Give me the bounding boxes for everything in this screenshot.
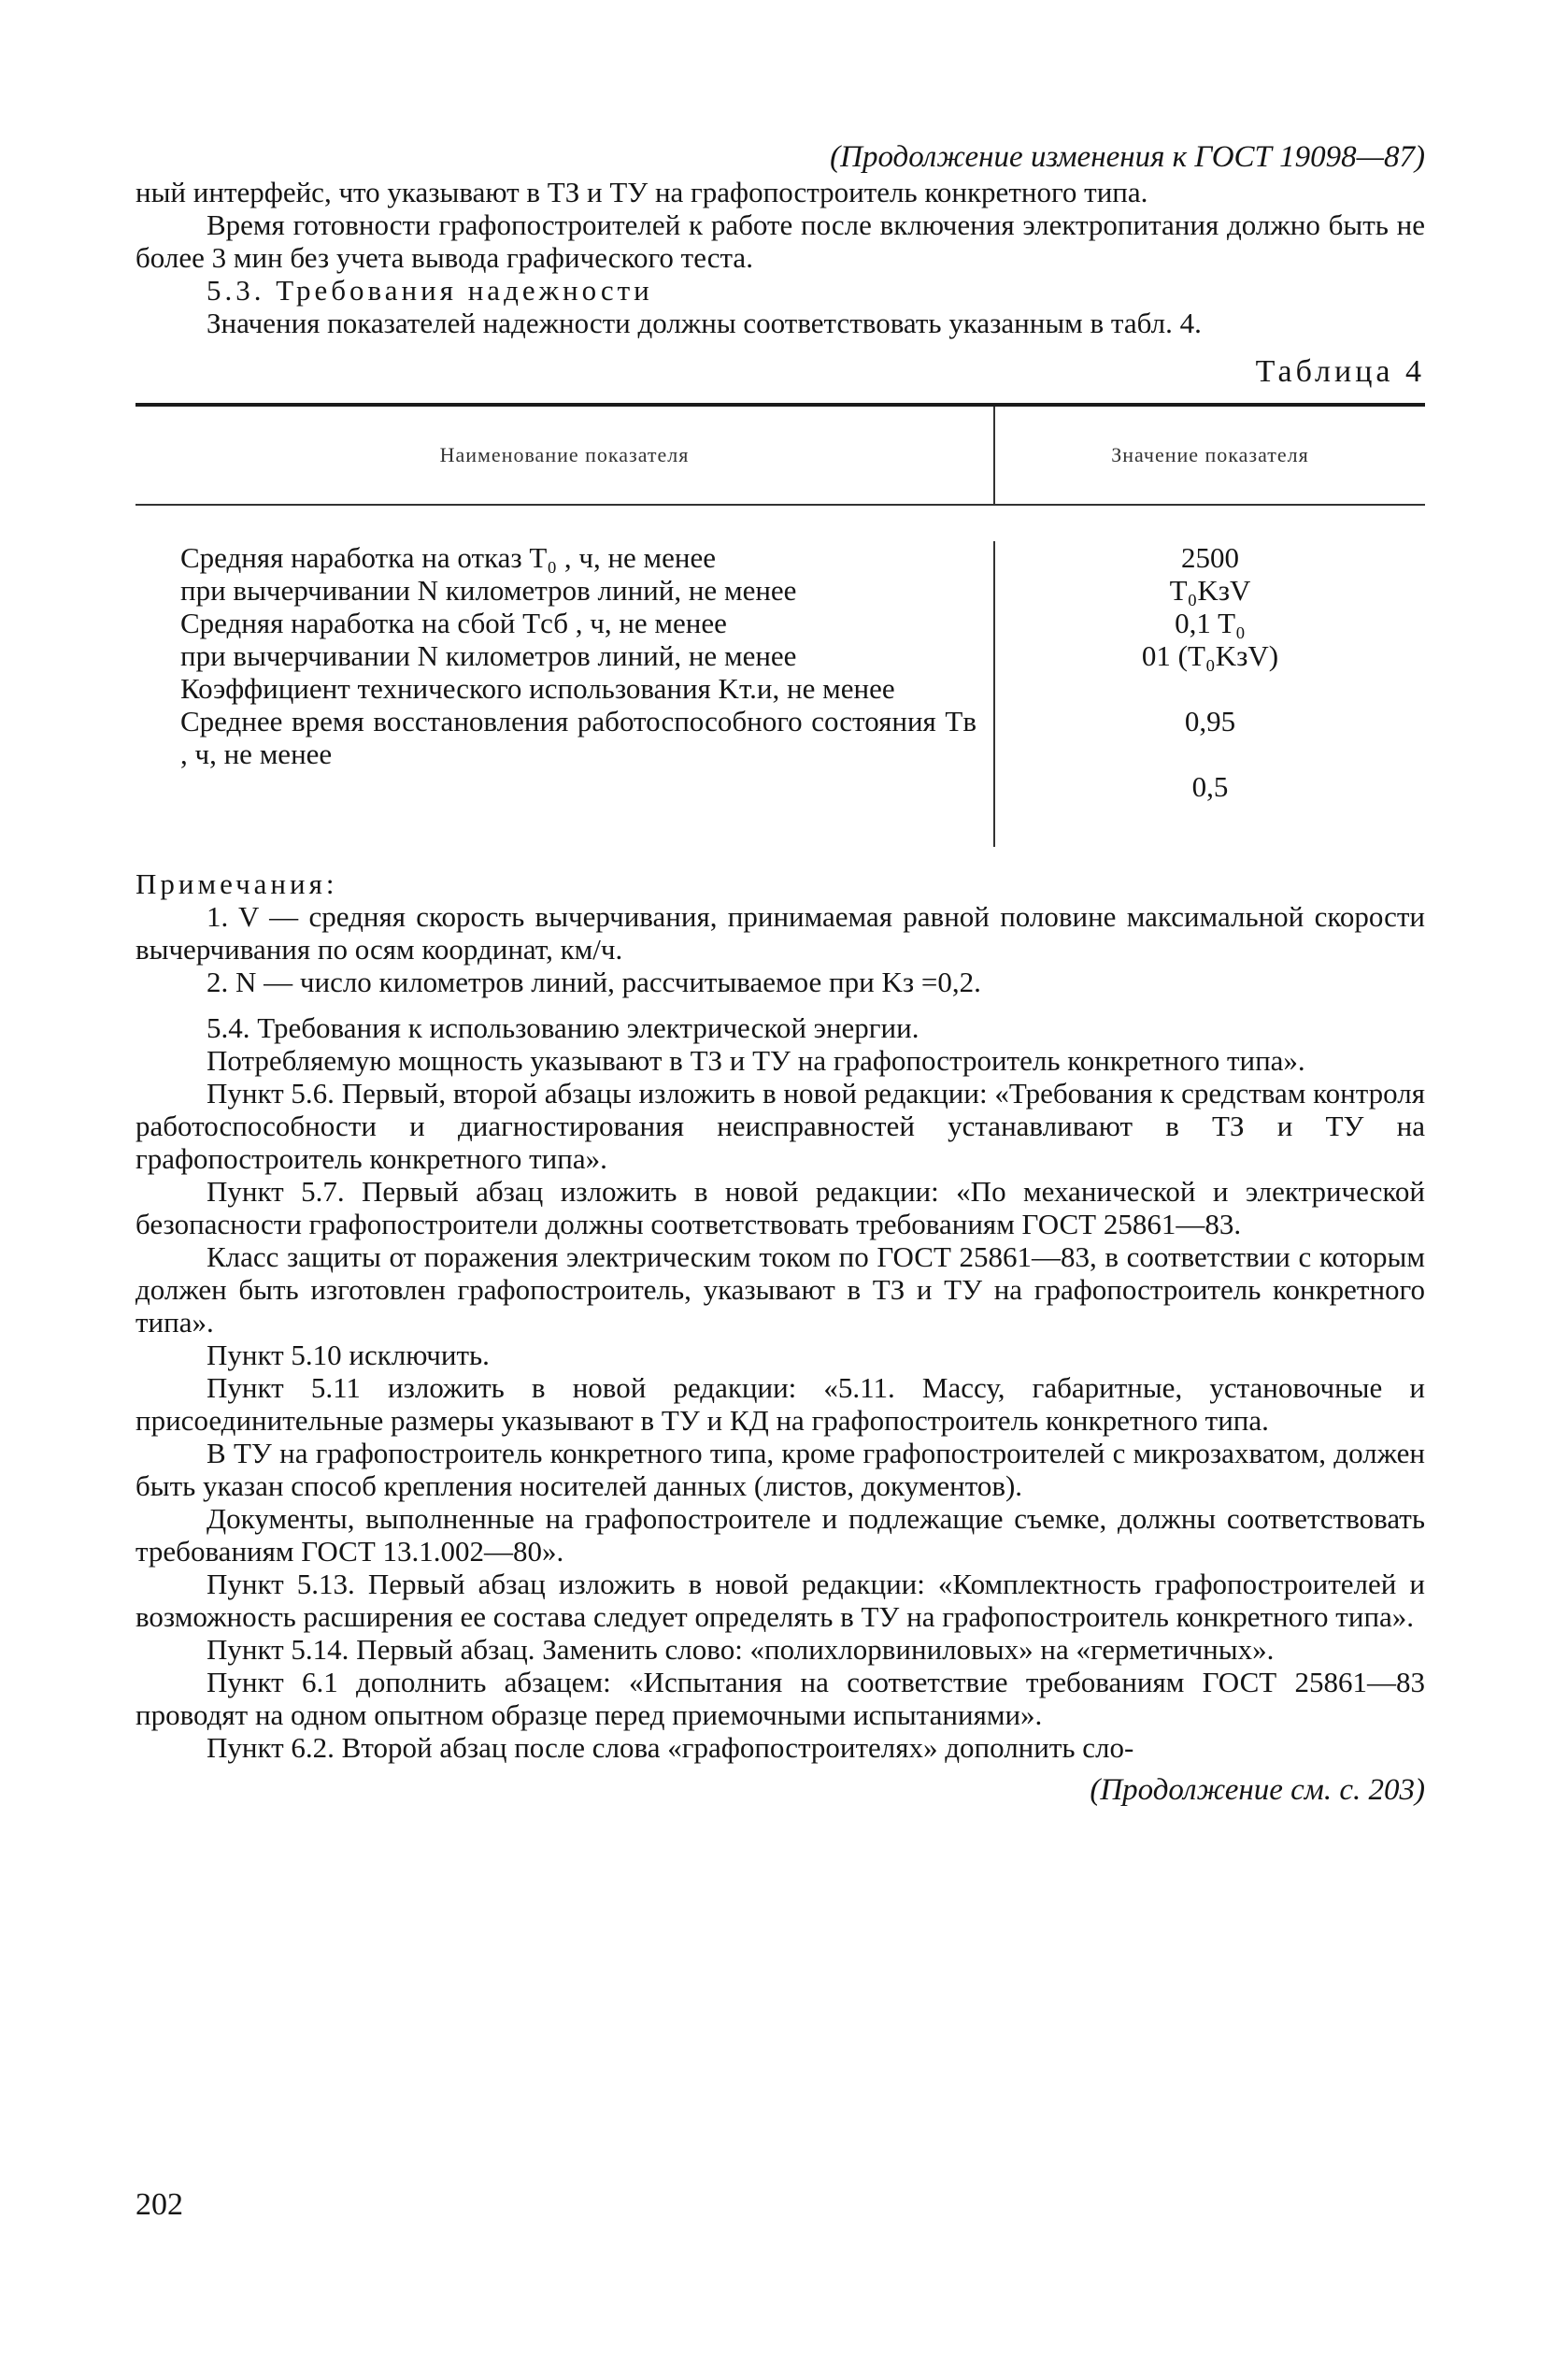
table-notes — [135, 867, 1425, 998]
paragraph: Пункт 5.14. Первый абзац. Заменить слово: «полихлорвиниловых» на «герметичных». — [207, 1633, 1275, 1666]
note-item: 1. V — средняя скорость вычерчивания, принимаемая равной половине максимальной скорости вычерчивания по осям координат, км/ч. — [135, 900, 1425, 966]
top-paragraphs — [135, 176, 1425, 339]
document-page — [135, 138, 1425, 1809]
table-cell-name: при вычерчивании N километров линий, не менее — [180, 574, 797, 607]
table-cell-value: T₀KзV — [1169, 574, 1251, 607]
table-body — [135, 506, 1425, 847]
paragraph: Время готовности графопостроителей к работе после включения электропитания должно быть не более 3 мин без учета вывода графического теста. — [135, 208, 1425, 274]
table-cell-value: 0,1 T₀ — [1175, 607, 1246, 639]
table-header-row — [135, 407, 1425, 506]
paragraph: Документы, выполненные на графопостроителе и подлежащие съемке, должны соответствовать требованиям ГОСТ 13.1.002—80». — [135, 1502, 1425, 1568]
paragraph: Пункт 5.7. Первый абзац изложить в новой редакции: «По механической и электрической безопасности графопостроители должны соответствовать требованиям ГОСТ 25861—83. — [135, 1175, 1425, 1240]
table-cell-value: 2500 — [1181, 541, 1239, 574]
paragraph: Пункт 6.2. Второй абзац после слова «графопостроителях» дополнить сло- — [207, 1731, 1134, 1764]
paragraph: Пункт 5.6. Первый, второй абзацы изложить в новой редакции: «Требования к средствам контроля работоспособности и диагностирования неисправностей устанавливают в ТЗ и ТУ на графопостроитель конкретного типа». — [135, 1077, 1425, 1175]
paragraph: Потребляемую мощность указывают в ТЗ и ТУ на графопостроитель конкретного типа». — [207, 1044, 1305, 1077]
table-names-column — [135, 541, 993, 847]
paragraph: Пункт 5.10 исключить. — [207, 1339, 490, 1371]
paragraph: Значения показателей надежности должны соответствовать указанным в табл. 4. — [207, 307, 1202, 339]
reliability-table — [135, 403, 1425, 847]
table-cell-name: Средняя наработка на отказ T₀ , ч, не менее — [180, 541, 717, 574]
paragraph: ный интерфейс, что указывают в ТЗ и ТУ на графопостроитель конкретного типа. — [135, 176, 1148, 208]
table-cell-name: Среднее время восстановления работоспособного состояния Tв , ч, не менее — [180, 705, 976, 770]
table-header-name: Наименование показателя — [439, 443, 690, 466]
note-item: 2. N — число километров линий, рассчитываемое при Kз =0,2. — [207, 966, 981, 998]
table-cell-value: 0,95 — [1184, 705, 1236, 738]
paragraph: Пункт 5.11 изложить в новой редакции: «5.11. Массу, габаритные, установочные и присоединительные размеры указывают в ТУ и КД на графопостроитель конкретного типа. — [135, 1371, 1425, 1437]
table-header-value: Значение показателя — [993, 407, 1425, 504]
table-caption: Таблица 4 — [1255, 354, 1425, 389]
table-values-column — [993, 541, 1425, 847]
paragraph: Пункт 5.13. Первый абзац изложить в новой редакции: «Комплектность графопостроителей и возможность расширения ее состава следует определять в ТУ на графопостроитель конкретного типа». — [135, 1568, 1425, 1633]
notes-title: Примечания: — [135, 867, 338, 900]
table-cell-value: 01 (T₀KзV) — [1141, 639, 1279, 672]
table-cell-name: Коэффициент технического использования Kт.и, не менее — [180, 672, 895, 705]
table-cell-name: Средняя наработка на сбой Tсб , ч, не менее — [180, 607, 727, 639]
table-cell-name: при вычерчивании N километров линий, не менее — [180, 639, 797, 672]
bottom-paragraphs — [135, 1011, 1425, 1764]
table-cell-value: 0,5 — [1191, 770, 1229, 803]
continuation-footer: (Продолжение см. с. 203) — [1090, 1773, 1425, 1807]
page-number: 202 — [135, 2187, 183, 2222]
paragraph: В ТУ на графопостроитель конкретного типа, кроме графопостроителей с микрозахватом, должен быть указан способ крепления носителей данных (листов, документов). — [135, 1437, 1425, 1502]
paragraph: Класс защиты от поражения электрическим током по ГОСТ 25861—83, в соответствии с которым должен быть изготовлен графопостроитель, указывают в ТЗ и ТУ на графопостроитель конкретного типа». — [135, 1240, 1425, 1339]
section-heading: 5.3. Требования надежности — [207, 274, 653, 307]
paragraph: Пункт 6.1 дополнить абзацем: «Испытания на соответствие требованиям ГОСТ 25861—83 проводят на одном опытном образце перед приемочными испытаниями». — [135, 1666, 1425, 1731]
continuation-header: (Продолжение изменения к ГОСТ 19098—87) — [830, 140, 1425, 174]
paragraph: 5.4. Требования к использованию электрической энергии. — [207, 1011, 919, 1044]
